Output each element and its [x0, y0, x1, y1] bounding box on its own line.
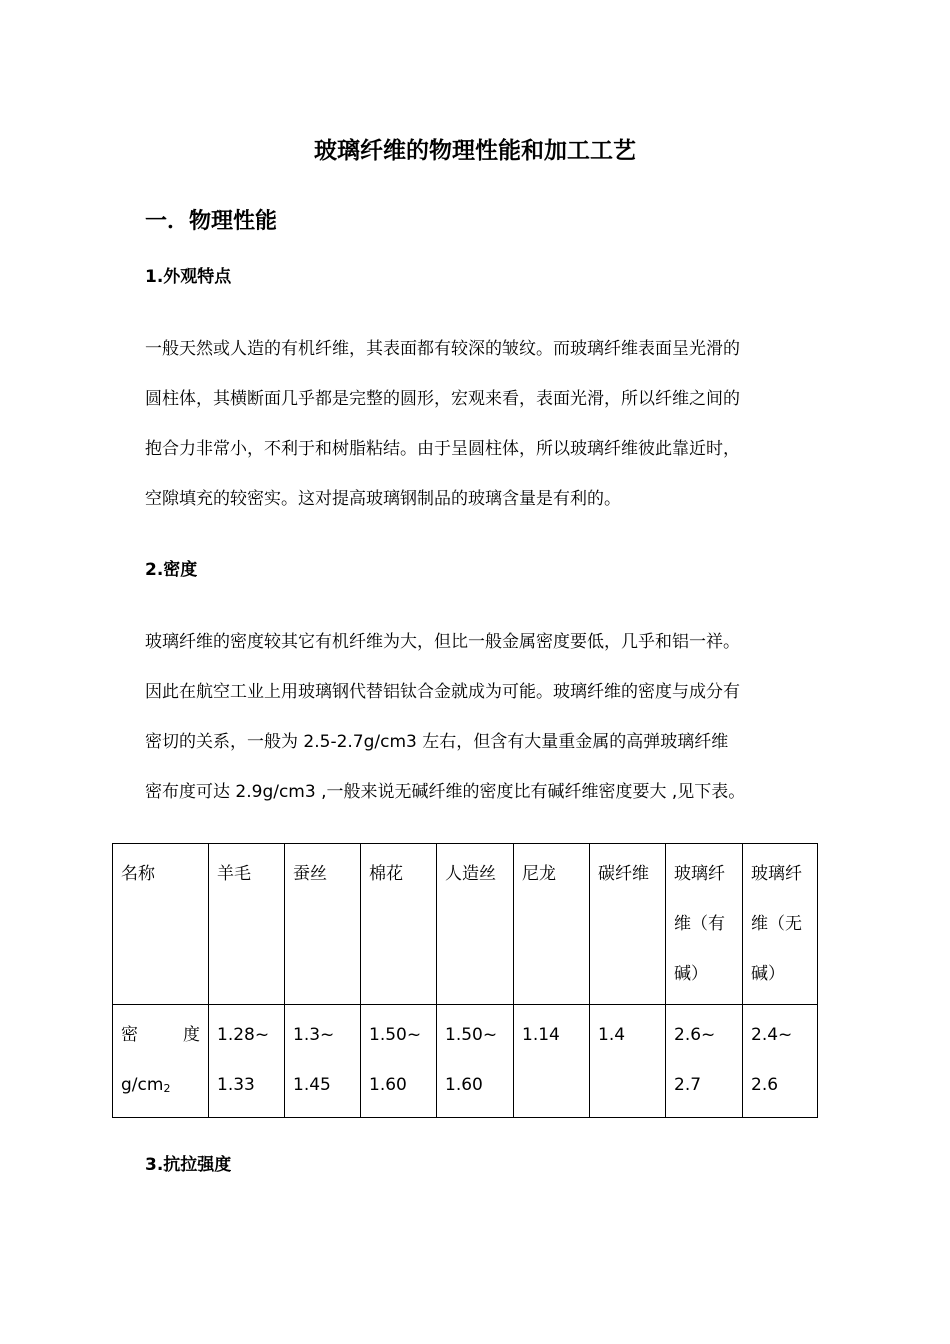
subsection-heading-tensile-strength: 3.抗拉强度: [145, 1155, 232, 1175]
paragraph-line: 抱合力非常小，不利于和树脂粘结。由于呈圆柱体，所以玻璃纤维彼此靠近时，: [145, 439, 740, 459]
paragraph-line: 玻璃纤维的密度较其它有机纤维为大，但比一般金属密度要低，几乎和铝一祥。: [145, 632, 740, 652]
table-cell: 2.6~ 2.7: [666, 1005, 743, 1118]
paragraph-line: 一般天然或人造的有机纤维，其表面都有较深的皱纹。而玻璃纤维表面呈光滑的: [145, 339, 740, 359]
table-header-cell: 羊毛: [209, 844, 285, 1005]
table-row-density: [113, 1005, 818, 1118]
paragraph-line: 空隙填充的较密实。这对提高玻璃钢制品的玻璃含量是有利的。: [145, 489, 621, 509]
table-cell: 1.50~ 1.60: [437, 1005, 514, 1118]
paragraph-line: 因此在航空工业上用玻璃钢代替铝钛合金就成为可能。玻璃纤维的密度与成分有: [145, 682, 740, 702]
table-cell: 2.4~ 2.6: [743, 1005, 818, 1118]
section-heading-physical-properties: 一．物理性能: [145, 209, 278, 234]
table-header-cell: 人造丝: [437, 844, 514, 1005]
table-header-cell: 棉花: [361, 844, 437, 1005]
table-cell: 1.3~ 1.45: [285, 1005, 361, 1118]
table-header-cell: 玻璃纤 维（有 碱）: [666, 844, 743, 1005]
subsection-heading-appearance: 1.外观特点: [145, 267, 232, 287]
table-header-cell: 碳纤维: [590, 844, 666, 1005]
table-cell: 1.14: [514, 1005, 590, 1118]
table-header-cell: 玻璃纤 维（无 碱）: [743, 844, 818, 1005]
paragraph-density: [145, 617, 810, 817]
paragraph-line: 密布度可达 2.9g/cm3 ,一般来说无碱纤维的密度比有碱纤维密度要大 ,见下表。: [145, 782, 746, 802]
subsection-heading-density: 2.密度: [145, 560, 198, 580]
table-row-label-cell: 密 度 $g/cm_2$: [113, 1005, 209, 1118]
table-header-cell: 蚕丝: [285, 844, 361, 1005]
paragraph-line: 圆柱体，其横断面几乎都是完整的圆形，宏观来看，表面光滑，所以纤维之间的: [145, 389, 740, 409]
table-cell: 1.28~ 1.33: [209, 1005, 285, 1118]
table-header-row: [113, 844, 818, 1005]
table-cell: 1.50~ 1.60: [361, 1005, 437, 1118]
table-cell: 1.4: [590, 1005, 666, 1118]
table-header-cell: 尼龙: [514, 844, 590, 1005]
density-table: [112, 843, 818, 1118]
paragraph-appearance: [145, 324, 810, 524]
table-header-cell: 名称: [113, 844, 209, 1005]
paragraph-line: 密切的关系，一般为 2.5-2.7g/cm3 左右，但含有大量重金属的高弹玻璃纤维: [145, 732, 729, 752]
page-title: 玻璃纤维的物理性能和加工工艺: [314, 138, 636, 164]
